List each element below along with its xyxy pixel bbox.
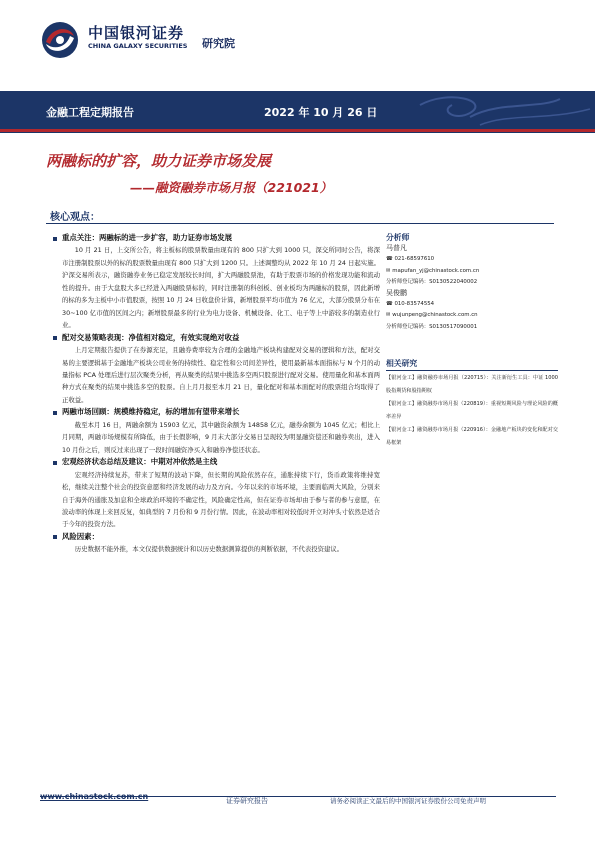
report-type: 金融工程定期报告 (46, 106, 134, 119)
galaxy-logo-icon (40, 20, 80, 60)
analyst-email-row (386, 310, 558, 321)
related-research-block (386, 358, 558, 369)
analyst-email-row (386, 266, 558, 277)
section-paragraph: 截至本月 16 日，两融余额为 15903 亿元，其中融资余额为 14858 亿元，融券余额为 1045 亿元；相比上月同期，两融市场规模有所降低，由于长假影响，9 月末大部分交易日呈现较为明显融资偿还和融券卖出，进入 10 月份之后，则反过来出现了一段时间融资净买入和融券净偿还状态。 (62, 420, 380, 454)
report-subtitle: ——融资融券市场月报（221021） (130, 180, 333, 195)
section-paragraph: 上月定期报告提供了在券源充足，且融券费率较为合理的金融地产板块构建配对交易的逻辑和方法，配对交易的主要逻辑基于金融地产板块公司业务的持续性、稳定性和公司间差异性，使用最新基本面指标与 N 个月的动量指标 PCA 处理后进行层次聚类分析，再从聚类的结果中挑选多空两只股票进行配对交易。使用量化和基本面两种方式在聚类的结果中挑选多空的股票。自上月月报至本月 21 日，量化配对和基本面配对的股票组合均取得了正收益。 (62, 346, 380, 404)
section-title: 两融市场回顾：规模维持稳定，标的增加有望带来增长 (62, 406, 380, 418)
brand-name: 中国银河证券 (88, 24, 185, 42)
brand-name-en: CHINA GALAXY SECURITIES (88, 42, 188, 50)
analyst-name: 吴俊鹏 (386, 289, 407, 298)
analyst-block (386, 232, 558, 333)
section-title: 重点关注：两融标的进一步扩容，助力证券市场发展 (62, 232, 380, 244)
analyst-phone-row (386, 299, 558, 310)
section-paragraph: 历史数据不能外推，本文仅提供数据统计和以历史数据测算提供的判断依据，不代表投资建议。 (74, 545, 344, 554)
analyst-name: 马普凡 (386, 244, 407, 253)
section-title: 风险因素： (62, 531, 380, 543)
section-title: 宏观经济状态总结及建议：中期对冲依然是主线 (62, 456, 380, 468)
report-title: 两融标的扩容，助力证券市场发展 (46, 152, 272, 170)
related-heading: 相关研究 (386, 359, 418, 368)
footer-doc-type: 证券研究报告 (226, 797, 268, 805)
analyst-email[interactable]: mapufan_yj@chinastock.com.cn (392, 267, 480, 274)
email-icon: ✉ (386, 267, 393, 274)
analyst-reg-code: 分析师登记编码：S0130517090001 (386, 323, 478, 330)
analyst-reg-code: 分析师登记编码：S0130522040002 (386, 278, 478, 285)
phone-icon: ☎ (386, 301, 395, 308)
core-views-label: 核心观点： (50, 212, 100, 223)
footer-disclaimer: 请务必阅读正文最后的中国银河证券股份公司免责声明 (330, 797, 486, 805)
analyst-email[interactable]: wujunpeng@chinastock.com.cn (392, 312, 478, 319)
related-item[interactable]: 【银河金工】融资融券市场月报（220916）：金融地产板块的变化和配对交易框架 (386, 427, 558, 446)
divider (386, 370, 558, 371)
analyst-phone-row (386, 254, 558, 265)
email-icon: ✉ (386, 312, 393, 319)
main-content (62, 232, 380, 556)
phone-icon: ☎ (386, 256, 395, 263)
section-title: 配对交易策略表现：净值相对稳定，有效实现绝对收益 (62, 332, 380, 344)
related-item[interactable]: 【银河金工】融资融券市场月报（220715）：关注新衍生工具：中证 1000 股指期货和股指期权 (386, 375, 558, 394)
section-paragraph: 宏观经济持续复苏，带来了短期的波动下降，但长期的风险依然存在，通胀持续下行，货币政策将维持宽松，继续关注整个社会的投资意愿和经济发展的动力及方向。今年以来的市场环境，主要面临两大风险，分别来自于海外的通胀及加息和全球政治环境的不确定性，风险确定性高，但在证券市场却由于参与者的参与意愿，在波动率的体现上来回反复，如典型的 7 月份和 9 月份行情。因此，在波动率相对较低时开立对冲头寸依然是适合于今年的投资方法。 (62, 470, 380, 529)
analyst-phone: 010-83574554 (394, 301, 435, 308)
report-date: 2022 年 10 月 26 日 (264, 106, 378, 119)
analyst-heading: 分析师 (386, 233, 410, 242)
related-list (386, 372, 558, 450)
section-paragraph: 10 月 21 日，上交所公告，将主板标的股票数量由现有的 800 只扩大到 1000 只，深交所同时公告，将深市注册制股票以外的标的股票数量由现有 800 只扩大到 1200 只。上述调整均从 2022 年 10 月 24 日起实施。沪深交易所表示，融资融券业务已稳定发展较长时间，扩大两融股票池，有助于股票市场的价格发现功能和流动性的提升。由于大盘股大多已经进入两融股票标的，同时注册制的科创板、创业板均为两融标的股票，因此新增的标的多为主板中小市值股票，按照 10 月 24 日收盘价计算，新增股票平均市值为 76 亿元，大部分股票分布在 30~100 亿市值的区间之内；新增股票最多的行业为电力设备、机械设备、化工、电子等上中游较多的制造业行业。 (62, 246, 380, 330)
related-item[interactable]: 【银河金工】融资融券市场月报（220819）：重视短期风险与理论风险的概率差异 (386, 401, 558, 420)
banner-red-rule (0, 129, 595, 132)
institute-label: 研究院 (202, 37, 235, 50)
analyst-phone: 021-68597610 (394, 256, 435, 263)
divider (46, 223, 554, 224)
